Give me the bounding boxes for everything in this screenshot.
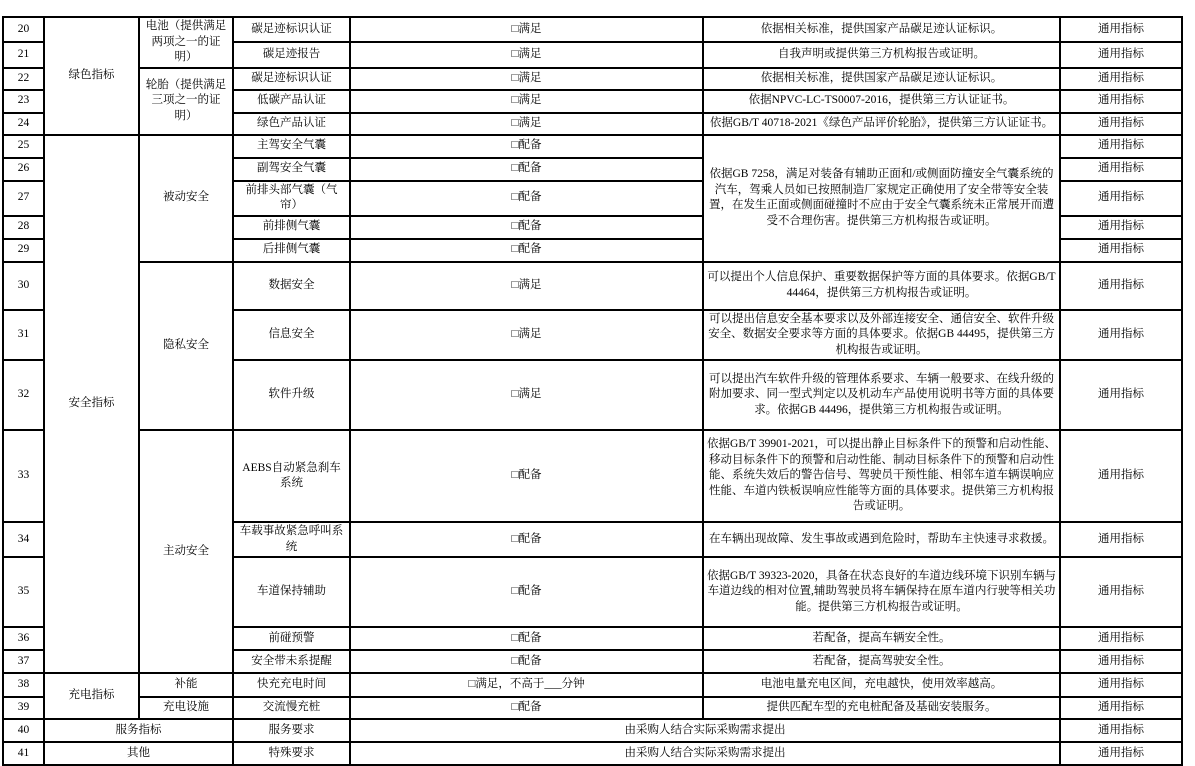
item-cell: 安全带未系提醒 [233, 650, 350, 673]
indicator-type-cell: 通用指标 [1060, 239, 1182, 262]
indicator-type-cell: 通用指标 [1060, 113, 1182, 135]
item-cell: 绿色产品认证 [233, 113, 350, 135]
requirement-cell: □配备 [350, 181, 703, 216]
indicator-type-cell: 通用指标 [1060, 90, 1182, 113]
description-cell: 可以提出信息安全基本要求以及外部连接安全、通信安全、软件升级安全、数据安全要求等方面的具体要求。依据GB 44495，提供第三方机构报告或证明。 [703, 310, 1060, 361]
subcategory-cell: 轮胎（提供满足三项之一的证明） [139, 68, 233, 135]
row-number-cell: 36 [3, 627, 44, 650]
table-row [3, 673, 1182, 697]
subcategory-cell: 被动安全 [139, 135, 233, 262]
requirement-cell: □配备 [350, 627, 703, 650]
item-cell: 交流慢充桩 [233, 697, 350, 719]
item-cell: 碳足迹标识认证 [233, 68, 350, 90]
indicator-type-cell: 通用指标 [1060, 158, 1182, 181]
requirement-cell: □满足 [350, 310, 703, 361]
category-cell: 绿色指标 [44, 17, 139, 135]
description-cell: 若配备，提高驾驶安全性。 [703, 650, 1060, 673]
row-number-cell: 27 [3, 181, 44, 216]
requirement-cell: □满足 [350, 113, 703, 135]
row-number-cell: 22 [3, 68, 44, 90]
description-cell: 提供匹配车型的充电桩配备及基础安装服务。 [703, 697, 1060, 719]
requirement-description-cell: 由采购人结合实际采购需求提出 [350, 719, 1060, 742]
item-cell: 前碰预警 [233, 627, 350, 650]
requirement-cell: □配备 [350, 216, 703, 239]
indicator-type-cell: 通用指标 [1060, 360, 1182, 430]
row-number-cell: 31 [3, 310, 44, 361]
description-cell: 依据NPVC-LC-TS0007-2016，提供第三方认证证书。 [703, 90, 1060, 113]
indicator-type-cell: 通用指标 [1060, 719, 1182, 742]
table-row [3, 697, 1182, 719]
item-cell: 车道保持辅助 [233, 557, 350, 627]
indicator-type-cell: 通用指标 [1060, 742, 1182, 765]
requirement-cell: □满足 [350, 17, 703, 42]
indicator-type-cell: 通用指标 [1060, 262, 1182, 310]
item-cell: 碳足迹报告 [233, 42, 350, 67]
indicator-type-cell: 通用指标 [1060, 627, 1182, 650]
requirement-cell: □满足 [350, 262, 703, 310]
table-row [3, 262, 1182, 310]
description-cell: 依据GB 7258，满足对装备有辅助正面和/或侧面防撞安全气囊系统的汽车，驾乘人员如已按照制造厂家规定正确使用了安全带等安全装置，在发生正面或侧面碰撞时不应由于安全气囊系统未正常展开而遭受不合理伤害。提供第三方机构报告或证明。 [703, 135, 1060, 262]
description-cell: 可以提出汽车软件升级的管理体系要求、车辆一般要求、在线升级的附加要求、同一型式判定以及机动车产品使用说明书等方面的具体要求。依据GB 44496，提供第三方机构报告或证明。 [703, 360, 1060, 430]
category-cell: 充电指标 [44, 673, 139, 719]
description-cell: 在车辆出现故障、发生事故或遇到危险时，帮助车主快速寻求救援。 [703, 522, 1060, 557]
table-row [3, 68, 1182, 90]
subcategory-cell: 主动安全 [139, 430, 233, 673]
requirement-cell: □满足 [350, 42, 703, 67]
indicator-type-cell: 通用指标 [1060, 17, 1182, 42]
category-cell: 安全指标 [44, 135, 139, 674]
indicator-type-cell: 通用指标 [1060, 650, 1182, 673]
description-cell: 依据GB/T 39901-2021，可以提出静止目标条件下的预警和启动性能、移动目标条件下的预警和启动性能、制动目标条件下的预警和启动性能、系统失效后的警告信号、驾驶员干预性能、相邻车道车辆误响应性能、车道内铁板误响应性能等方面的具体要求。提供第三方机构报告或证明。 [703, 430, 1060, 522]
row-number-cell: 21 [3, 42, 44, 67]
procurement-indicator-table [2, 16, 1183, 766]
item-cell: 车载事故紧急呼叫系统 [233, 522, 350, 557]
subcategory-cell: 隐私安全 [139, 262, 233, 431]
subcategory-cell: 电池（提供满足两项之一的证明） [139, 17, 233, 68]
description-cell: 依据相关标准，提供国家产品碳足迹认证标识。 [703, 68, 1060, 90]
indicator-type-cell: 通用指标 [1060, 181, 1182, 216]
row-number-cell: 38 [3, 673, 44, 697]
indicator-type-cell: 通用指标 [1060, 135, 1182, 158]
item-cell: 数据安全 [233, 262, 350, 310]
row-number-cell: 20 [3, 17, 44, 42]
item-cell: 前排侧气囊 [233, 216, 350, 239]
indicator-type-cell: 通用指标 [1060, 557, 1182, 627]
requirement-description-cell: 由采购人结合实际采购需求提出 [350, 742, 1060, 765]
row-number-cell: 26 [3, 158, 44, 181]
subcategory-cell: 补能 [139, 673, 233, 697]
item-cell: 低碳产品认证 [233, 90, 350, 113]
requirement-cell: □配备 [350, 697, 703, 719]
indicator-type-cell: 通用指标 [1060, 697, 1182, 719]
requirement-cell: □配备 [350, 650, 703, 673]
indicator-type-cell: 通用指标 [1060, 216, 1182, 239]
row-number-cell: 35 [3, 557, 44, 627]
subcategory-cell: 充电设施 [139, 697, 233, 719]
category-cell: 其他 [44, 742, 233, 765]
requirement-cell: □配备 [350, 158, 703, 181]
requirement-cell: □满足 [350, 68, 703, 90]
table-row [3, 135, 1182, 158]
item-cell: 软件升级 [233, 360, 350, 430]
indicator-type-cell: 通用指标 [1060, 430, 1182, 522]
row-number-cell: 23 [3, 90, 44, 113]
row-number-cell: 32 [3, 360, 44, 430]
requirement-cell: □配备 [350, 430, 703, 522]
item-cell: AEBS自动紧急刹车系统 [233, 430, 350, 522]
row-number-cell: 24 [3, 113, 44, 135]
table-row [3, 430, 1182, 522]
requirement-cell: □配备 [350, 239, 703, 262]
indicator-type-cell: 通用指标 [1060, 673, 1182, 697]
indicator-type-cell: 通用指标 [1060, 68, 1182, 90]
row-number-cell: 30 [3, 262, 44, 310]
description-cell: 依据GB/T 39323-2020，具备在状态良好的车道边线环境下识别车辆与车道边线的相对位置,辅助驾驶员将车辆保持在原车道内行驶等相关功能。提供第三方机构报告或证明。 [703, 557, 1060, 627]
requirement-cell: □配备 [350, 522, 703, 557]
description-cell: 可以提出个人信息保护、重要数据保护等方面的具体要求。依据GB/T 44464，提供第三方机构报告或证明。 [703, 262, 1060, 310]
row-number-cell: 41 [3, 742, 44, 765]
item-cell: 快充充电时间 [233, 673, 350, 697]
row-number-cell: 40 [3, 719, 44, 742]
requirement-cell: □满足 [350, 90, 703, 113]
item-cell: 特殊要求 [233, 742, 350, 765]
description-cell: 依据GB/T 40718-2021《绿色产品评价轮胎》，提供第三方认证证书。 [703, 113, 1060, 135]
description-cell: 若配备，提高车辆安全性。 [703, 627, 1060, 650]
row-number-cell: 25 [3, 135, 44, 158]
item-cell: 主驾安全气囊 [233, 135, 350, 158]
row-number-cell: 28 [3, 216, 44, 239]
item-cell: 前排头部气囊（气帘） [233, 181, 350, 216]
description-cell: 电池电量充电区间，充电越快，使用效率越高。 [703, 673, 1060, 697]
category-cell: 服务指标 [44, 719, 233, 742]
item-cell: 后排侧气囊 [233, 239, 350, 262]
indicator-type-cell: 通用指标 [1060, 522, 1182, 557]
indicator-table-body [3, 17, 1182, 765]
requirement-cell: □配备 [350, 557, 703, 627]
table-row [3, 719, 1182, 742]
item-cell: 碳足迹标识认证 [233, 17, 350, 42]
requirement-cell: □满足，不高于___分钟 [350, 673, 703, 697]
indicator-type-cell: 通用指标 [1060, 310, 1182, 361]
row-number-cell: 33 [3, 430, 44, 522]
row-number-cell: 29 [3, 239, 44, 262]
requirement-cell: □满足 [350, 360, 703, 430]
item-cell: 服务要求 [233, 719, 350, 742]
table-row [3, 742, 1182, 765]
description-cell: 依据相关标准，提供国家产品碳足迹认证标识。 [703, 17, 1060, 42]
row-number-cell: 37 [3, 650, 44, 673]
description-cell: 自我声明或提供第三方机构报告或证明。 [703, 42, 1060, 67]
row-number-cell: 39 [3, 697, 44, 719]
table-row [3, 17, 1182, 42]
indicator-type-cell: 通用指标 [1060, 42, 1182, 67]
requirement-cell: □配备 [350, 135, 703, 158]
item-cell: 信息安全 [233, 310, 350, 361]
item-cell: 副驾安全气囊 [233, 158, 350, 181]
row-number-cell: 34 [3, 522, 44, 557]
